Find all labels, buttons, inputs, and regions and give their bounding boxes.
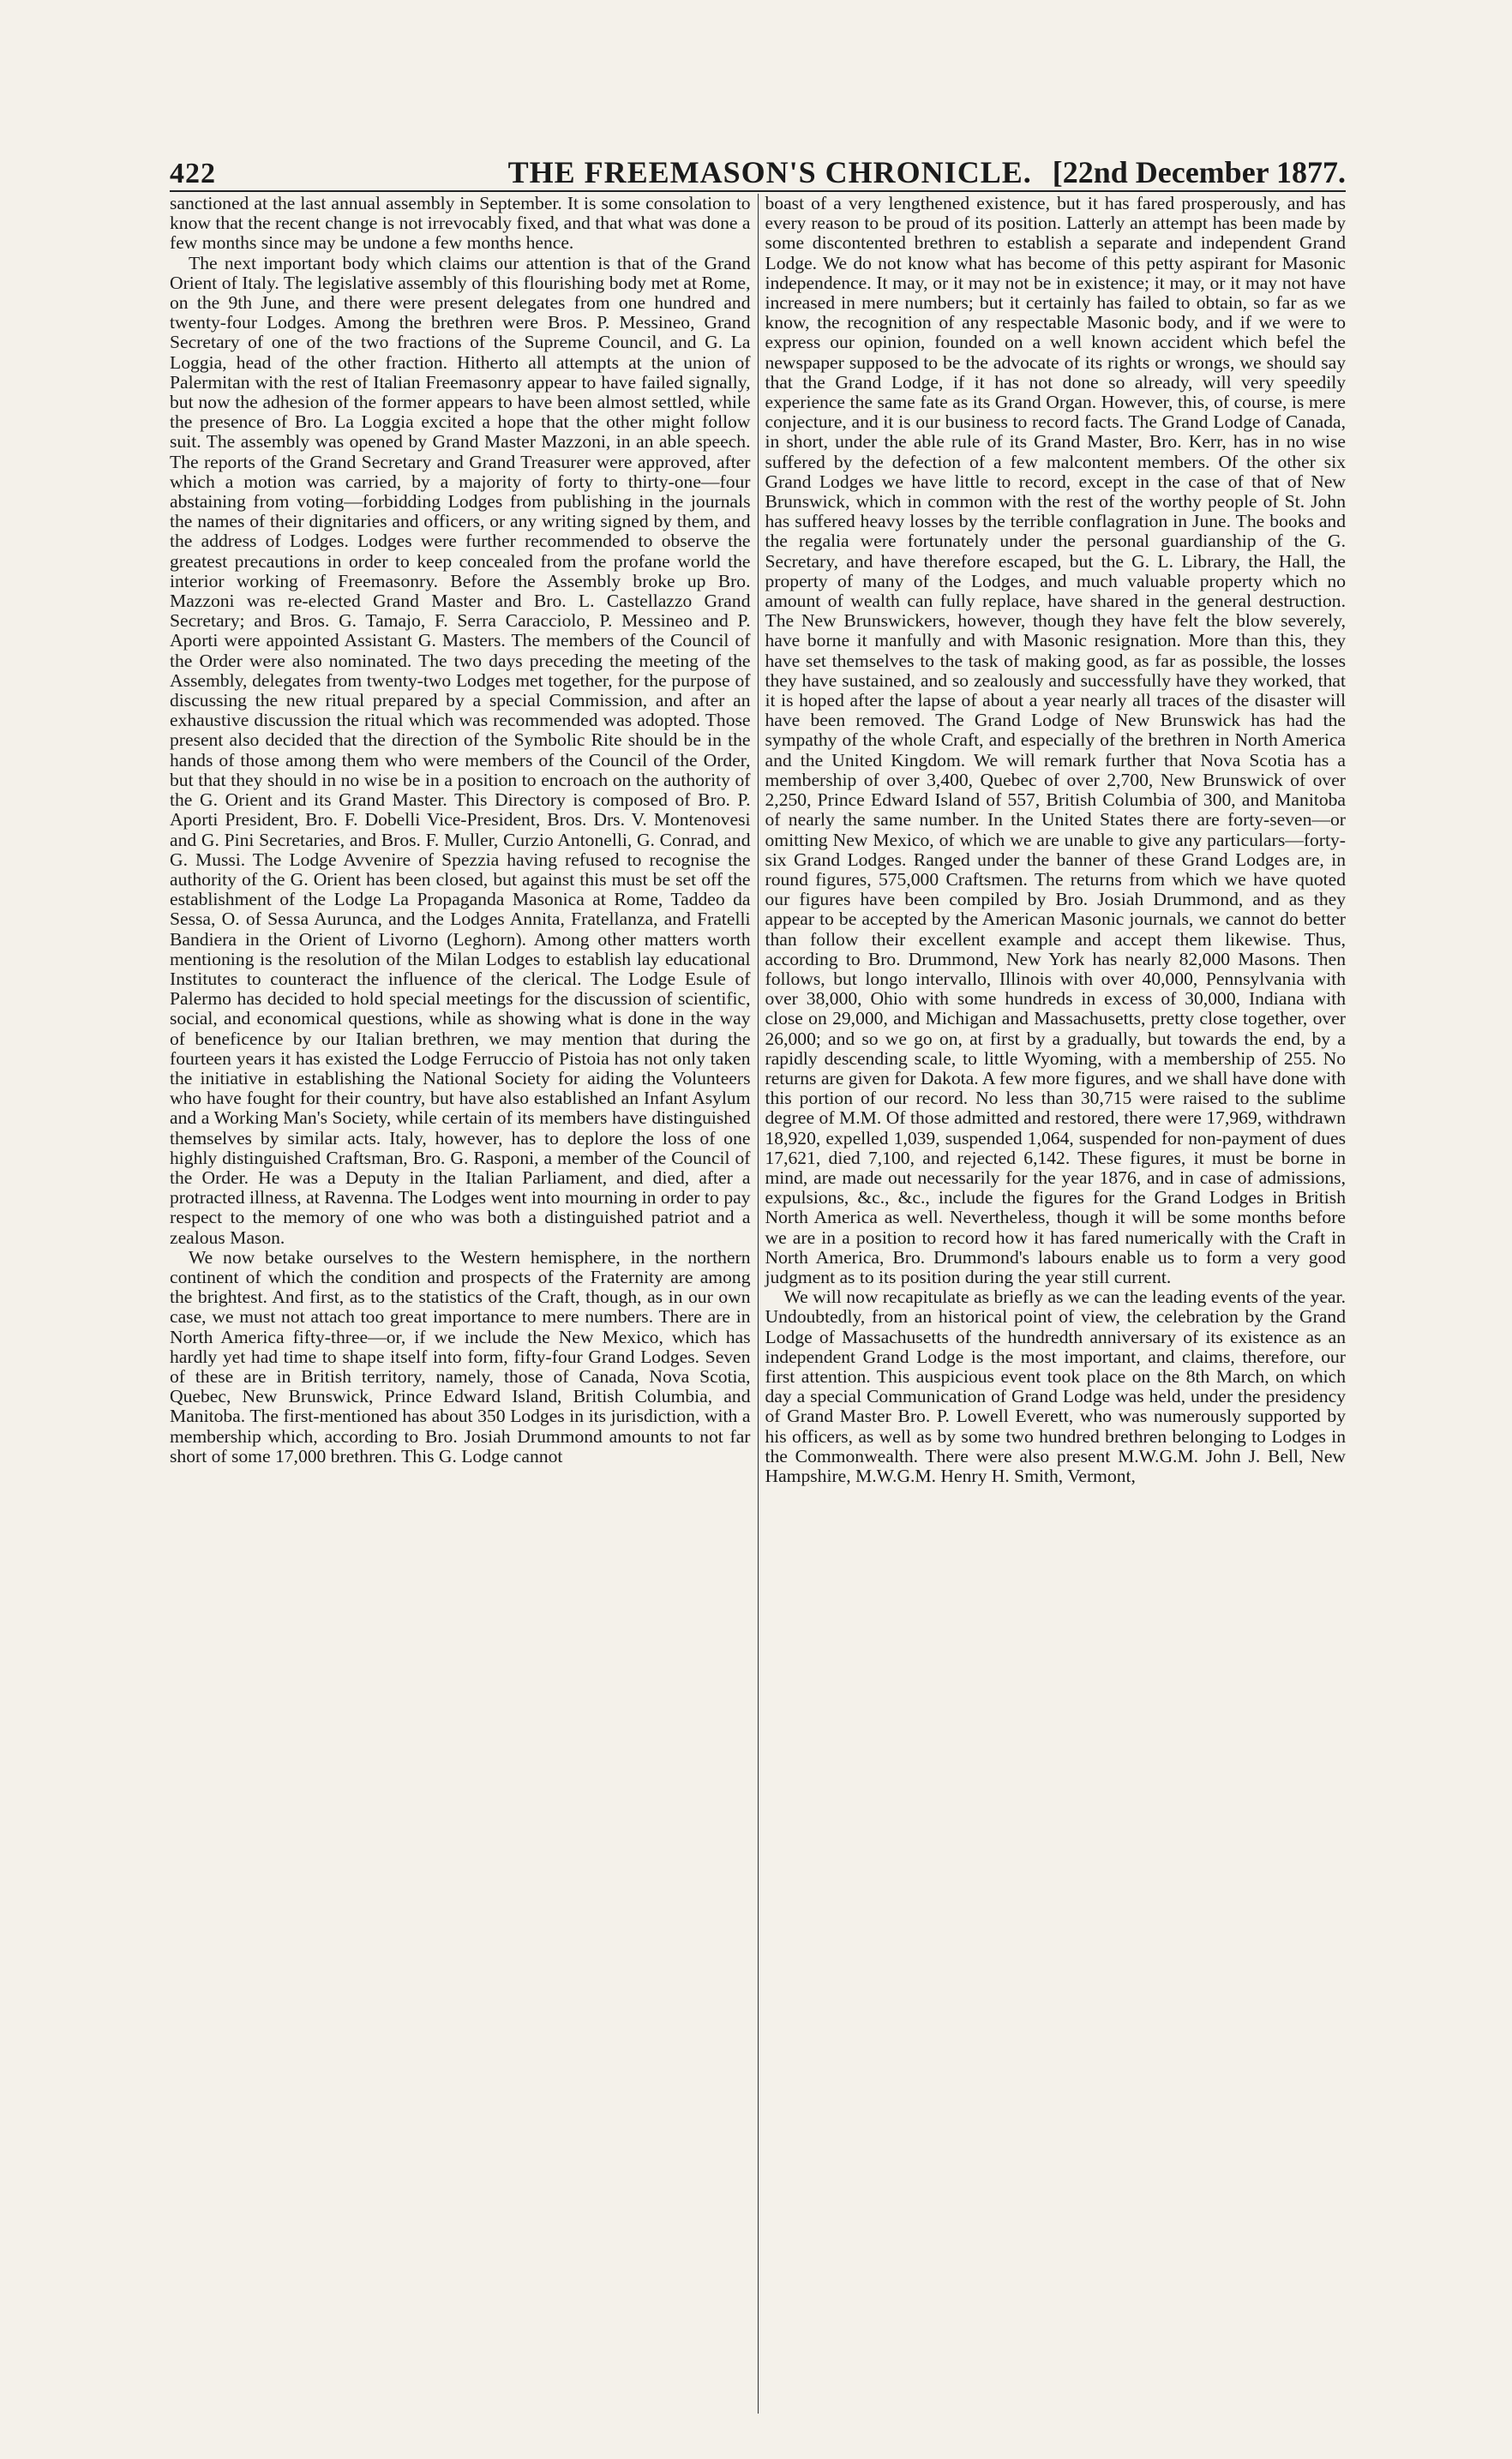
page-header: [170, 146, 1346, 192]
article-columns: [170, 194, 1346, 2414]
paragraph: We will now recapitulate as briefly as we can the leading events of the year. Undoubtedly, from an historical point of view, the celebration by the Grand Lodge of Massachusetts of the hundredth anniversary of its existence as an independent Grand Lodge is the most important, and claims, therefore, our first attention. This auspicious event took place on the 8th March, on which day a special Communication of Grand Lodge was held, under the presidency of Grand Master Bro. P. Lowell Everett, who was numerously supported by his officers, as well as by some two hundred brethren belonging to Lodges in the Commonwealth. There were also present M.W.G.M. John J. Bell, New Hampshire, M.W.G.M. Henry H. Smith, Vermont,: [765, 1286, 1346, 1486]
page-number: 422: [170, 158, 216, 189]
paragraph: boast of a very lengthened existence, but it has fared prosperously, and has every reason to be proud of its position. Latterly an attempt has been made by some discontented brethren to establish a separate and independent Grand Lodge. We do not know what has become of this petty aspirant for Masonic independence. It may, or it may not be in existence; it may, or it may not have increased in mere numbers; but it certainly has failed to obtain, so far as we know, the recognition of any respectable Masonic body, and if we were to express our opinion, founded on a well known accident which befel the newspaper supposed to be the advocate of its rights or wrongs, we should say that the Grand Lodge, if it has not done so already, will very speedily experience the same fate as its Grand Organ. However, this, of course, is mere conjecture, and it is our business to record facts. The Grand Lodge of Canada, in short, under the able rule of its Grand Master, Bro. Kerr, has in no wise suffered by the defection of a few malcontent members. Of the other six Grand Lodges we have little to record, except in the case of that of New Brunswick, which in common with the rest of the worthy people of St. John has suffered heavy losses by the terrible conflagration in June. The books and the regalia were fortunately under the personal guardianship of the G. Secretary, and have therefore escaped, but the G. L. Library, the Hall, the property of many of the Lodges, and much valuable property which no amount of wealth can fully replace, have shared in the general destruction. The New Brunswickers, however, though they have felt the blow severely, have borne it manfully and with Masonic resignation. More than this, they have set themselves to the task of making good, as far as possible, the losses they have sustained, and so zealously and successfully have they worked, that it is hoped after the lapse of about a year nearly all traces of the disaster will have been removed. The Grand Lodge of New Brunswick has had the sympathy of the whole Craft, and especially of the brethren in North America and the United Kingdom. We will remark further that Nova Scotia has a membership of over 3,400, Quebec of over 2,700, New Brunswick of over 2,250, Prince Edward Island of 557, British Columbia of 300, and Manitoba of nearly the same number. In the United States there are forty-seven—or omitting New Mexico, of which we are unable to give any particulars—forty-six Grand Lodges. Ranged under the banner of these Grand Lodges are, in round figures, 575,000 Craftsmen. The returns from which we have quoted our figures have been compiled by Bro. Josiah Drummond, and as they appear to be accepted by the American Masonic journals, we cannot do better than follow their excellent example and accept them likewise. Thus, according to Bro. Drummond, New York has nearly 82,000 Masons. Then follows, but longo intervallo, Illinois with over 40,000, Pennsylvania with over 38,000, Ohio with some hundreds in excess of 30,000, Indiana with close on 29,000, and Michigan and Massachusetts, pretty close together, over 26,000; and so we go on, at first by a gradually, but towards the end, by a rapidly descending scale, to little Wyoming, with a membership of 255. No returns are given for Dakota. A few more figures, and we shall have done with this portion of our record. No less than 30,715 were raised to the sublime degree of M.M. Of those admitted and restored, there were 17,969, withdrawn 18,920, expelled 1,039, suspended 1,064, suspended for non-payment of dues 17,621, died 7,100, and rejected 6,142. These figures, it must be borne in mind, are made out necessarily for the year 1876, and in case of admissions, expulsions, &c., &c., include the figures for the Grand Lodges in British North America as well. Nevertheless, though it will be some months before we are in a position to record how it has fared numerically with the Craft in North America, Bro. Drummond's labours enable us to form a very good judgment as to its position during the year still current.: [765, 194, 1346, 1287]
right-column: [758, 194, 1347, 2414]
paragraph: The next important body which claims our attention is that of the Grand Orient of Italy. The legislative assembly of this flourishing body met at Rome, on the 9th June, and there were present delegates from one hundred and twenty-four Lodges. Among the brethren were Bros. P. Messineo, Grand Secretary of one of the two fractions of the Supreme Council, and G. La Loggia, head of the other fraction. Hitherto all attempts at the union of Palermitan with the rest of Italian Freemasonry appear to have failed signally, but now the adhesion of the former appears to have been almost settled, while the presence of Bro. La Loggia excited a hope that the other might follow suit. The assembly was opened by Grand Master Mazzoni, in an able speech. The reports of the Grand Secretary and Grand Treasurer were approved, after which a motion was carried, by a majority of forty to thirty-one—four abstaining from voting—forbidding Lodges from publishing in the journals the names of their dignitaries and officers, or any writing signed by them, and the address of Lodges. Lodges were further recommended to observe the greatest precautions in order to keep concealed from the profane world the interior working of Freemasonry. Before the Assembly broke up Bro. Mazzoni was re-elected Grand Master and Bro. L. Castellazzo Grand Secretary; and Bros. G. Tamajo, F. Serra Caracciolo, P. Messineo and P. Aporti were appointed Assistant G. Masters. The members of the Council of the Order were also nominated. The two days preceding the meeting of the Assembly, delegates from twenty-two Lodges met together, for the purpose of discussing the new ritual prepared by a special Commission, and after an exhaustive discussion the ritual which was recommended was adopted. Those present also decided that the direction of the Symbolic Rite should be in the hands of those among them who were members of the Council of the Order, but that they should in no wise be in a position to encroach on the authority of the G. Orient and its Grand Master. This Directory is composed of Bro. P. Aporti President, Bro. F. Dobelli Vice-President, Bros. Drs. V. Montenovesi and G. Pini Secretaries, and Bros. F. Muller, Curzio Antonelli, G. Conrad, and G. Mussi. The Lodge Avvenire of Spezzia having refused to recognise the authority of the G. Orient has been closed, but against this must be set off the establishment of the Lodge La Propaganda Masonica at Rome, Taddeo da Sessa, O. of Sessa Aurunca, and the Lodges Annita, Fratellanza, and Fratelli Bandiera in the Orient of Livorno (Leghorn). Among other matters worth mentioning is the resolution of the Milan Lodges to establish lay educational Institutes to counteract the influence of the clerical. The Lodge Esule of Palermo has decided to hold special meetings for the discussion of scientific, social, and economical questions, while as showing what is done in the way of beneficence by our Italian brethren, we may mention that during the fourteen years it has existed the Lodge Ferruccio of Pistoia has not only taken the initiative in establishing the National Society for aiding the Volunteers who have fought for their country, but have also established an Infant Asylum and a Working Man's Society, while certain of its members have distinguished themselves by similar acts. Italy, however, has to deplore the loss of one highly distinguished Craftsman, Bro. G. Rasponi, a member of the Council of the Order. He was a Deputy in the Italian Parliament, and died, after a protracted illness, at Ravenna. The Lodges went into mourning in order to pay respect to the memory of one who was both a distinguished patriot and a zealous Mason.: [170, 252, 751, 1248]
left-column: [170, 194, 758, 2414]
issue-date: [22nd December 1877.: [1052, 155, 1346, 189]
paragraph: sanctioned at the last annual assembly in September. It is some consolation to know that the recent change is not irrevocably fixed, and that what was done a few months since may be undone a few months hence.: [170, 194, 751, 254]
masthead-title: THE FREEMASON'S CHRONICLE.: [507, 155, 1032, 189]
paragraph: We now betake ourselves to the Western hemisphere, in the northern continent of which the condition and prospects of the Fraternity are among the brightest. And first, as to the statistics of the Craft, though, as in our own case, we must not attach too great importance to mere numbers. There are in North America fifty-three—or, if we include the New Mexico, which has hardly yet had time to shape itself into form, fifty-four Grand Lodges. Seven of these are in British territory, namely, those of Canada, Nova Scotia, Quebec, New Brunswick, Prince Edward Island, British Columbia, and Manitoba. The first-mentioned has about 350 Lodges in its jurisdiction, with a membership which, according to Bro. Josiah Drummond amounts to not far short of some 17,000 brethren. This G. Lodge cannot: [170, 1246, 751, 1466]
